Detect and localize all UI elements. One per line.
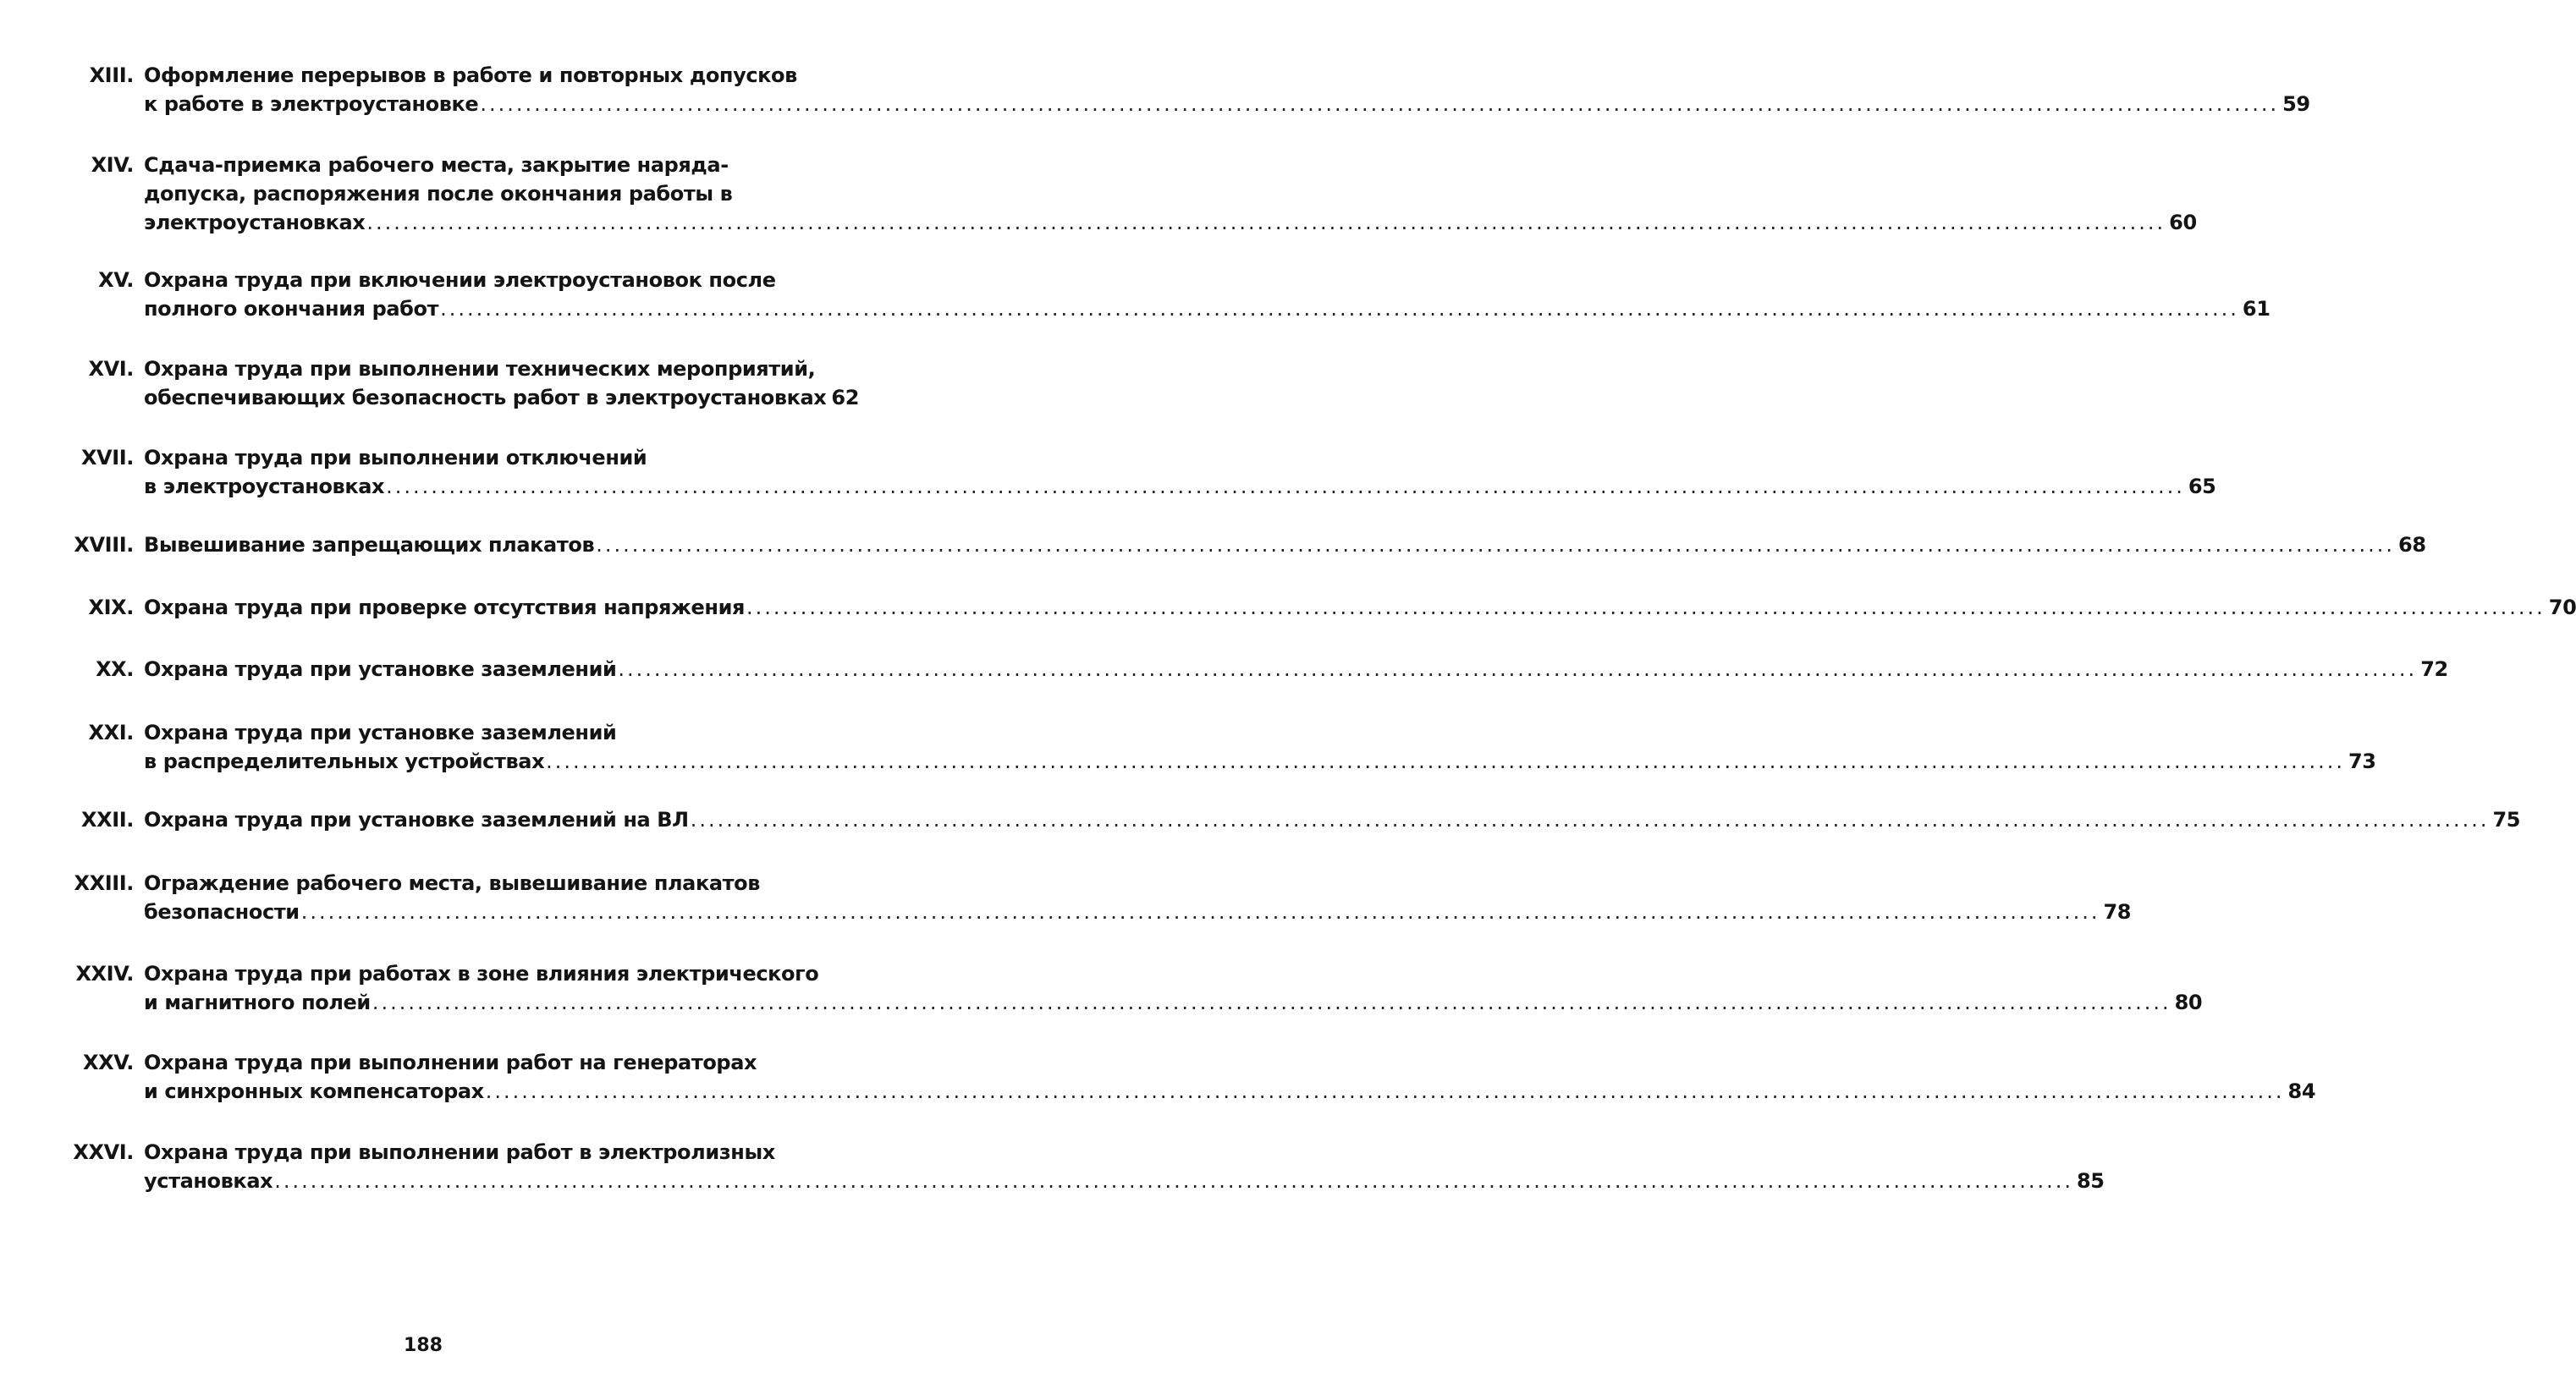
toc-entry-numeral: XVIII.: [74, 533, 134, 557]
toc-entry-last-line: [144, 1077, 2316, 1106]
toc-entry-last-line: [144, 294, 2271, 323]
toc-entry-page-number: 59: [2282, 92, 2310, 116]
toc-entry-title-line: допуска, распоряжения после окончания работы в: [144, 182, 733, 206]
toc-entry-title: [144, 354, 859, 412]
toc-entry-page-number: 62: [831, 386, 859, 409]
dot-leader: ........................................................................................................................................................................................................: [274, 1169, 2073, 1193]
dot-leader: ........................................................................................................................................................................................................: [690, 808, 2490, 832]
toc-entry-title-line: Охрана труда при работах в зоне влияния электрического: [144, 962, 819, 986]
toc-entry-last-line: [144, 1167, 2105, 1195]
toc-entry-title: [144, 530, 2426, 559]
toc-entry-title: [144, 1048, 2316, 1106]
toc-entry-numeral: XIII.: [89, 63, 134, 87]
dot-leader: ........................................................................................................................................................................................................: [546, 750, 2345, 773]
toc-entry-last-line: [144, 90, 2310, 118]
toc-entry-last-line: [144, 988, 2203, 1017]
toc-entry-numeral: XX.: [96, 657, 134, 681]
toc-entry-numeral: XXII.: [81, 808, 134, 832]
toc-entry-last-line: [144, 655, 2448, 684]
toc-entry-numeral: XVII.: [80, 446, 134, 470]
toc-entry-last-line: [144, 208, 2197, 237]
toc-entry-title-line: Охрана труда при включении электроустановок после: [144, 268, 776, 292]
toc-entry-page-number: 75: [2492, 808, 2521, 832]
toc-entry-title-line: установках: [144, 1169, 273, 1193]
toc-entry-title-line: и синхронных компенсаторах: [144, 1079, 484, 1103]
toc-entry-last-line: [144, 593, 2576, 622]
toc-entry-title-line: Охрана труда при выполнении технических мероприятий,: [144, 357, 816, 381]
toc-entry-numeral: XXI.: [88, 721, 134, 744]
toc-entry-numeral: XXV.: [82, 1051, 134, 1074]
toc-entry-numeral: XXVI.: [73, 1140, 134, 1164]
toc-entry-title: [144, 266, 2271, 323]
toc-entry-title-line: в распределительных устройствах: [144, 750, 545, 773]
toc-entry-title-line: Охрана труда при выполнении работ в электролизных: [144, 1140, 775, 1164]
toc-entry-title-line: Охрана труда при установке заземлений: [144, 657, 617, 681]
toc-entry-title-line: Охрана труда при установке заземлений: [144, 721, 617, 744]
toc-entry-title: [144, 443, 2216, 501]
toc-entry-title-line: полного окончания работ: [144, 297, 439, 321]
toc-entry-title-line: и магнитного полей: [144, 991, 371, 1014]
toc-entry-title: [144, 718, 2376, 776]
toc-entry-numeral: XIX.: [88, 596, 134, 619]
toc-entry-title-line: Охрана труда при установке заземлений на ВЛ: [144, 808, 689, 832]
toc-entry-title: [144, 593, 2576, 622]
toc-entry-page-number: 73: [2348, 750, 2376, 773]
dot-leader: ........................................................................................................................................................................................................: [596, 533, 2396, 557]
dot-leader: ........................................................................................................................................................................................................: [618, 657, 2418, 681]
toc-entry-title: [144, 61, 2310, 118]
toc-entry-title: [144, 655, 2448, 684]
toc-entry-title-line: к работе в электроустановке: [144, 92, 479, 116]
toc-entry-title-line: Охрана труда при проверке отсутствия напряжения: [144, 596, 746, 619]
toc-entry-title: [144, 1138, 2105, 1195]
toc-entry-title: [144, 151, 2197, 237]
dot-leader: ........................................................................................................................................................................................................: [366, 211, 2166, 234]
toc-entry-title-line: Вывешивание запрещающих плакатов: [144, 533, 595, 557]
toc-entry-title-line: Ограждение рабочего места, вывешивание плакатов: [144, 871, 761, 895]
toc-entry-page-number: 70: [2548, 596, 2576, 619]
toc-entry-page-number: 65: [2188, 475, 2216, 498]
toc-entry-page-number: 68: [2398, 533, 2426, 557]
toc-entry-page-number: 61: [2242, 297, 2271, 321]
toc-entry-numeral: XXIII.: [74, 871, 134, 895]
toc-entry-title: [144, 805, 2521, 834]
toc-entry-numeral: XXIV.: [75, 962, 134, 986]
toc-entry-title-line: Охрана труда при выполнении отключений: [144, 446, 647, 470]
toc-entry-page-number: 84: [2287, 1079, 2316, 1103]
toc-entry-page-number: 72: [2420, 657, 2448, 681]
toc-entry-last-line: [144, 747, 2376, 776]
toc-entry-title-line: в электроустановках: [144, 475, 385, 498]
dot-leader: ........................................................................................................................................................................................................: [440, 297, 2239, 321]
toc-entry-numeral: XVI.: [88, 357, 134, 381]
toc-entry-last-line: [144, 805, 2521, 834]
toc-entry-title-line: обеспечивающих безопасность работ в электроустановках: [144, 386, 827, 409]
toc-entry-last-line: [144, 898, 2132, 926]
dot-leader: ........................................................................................................................................................................................................: [300, 900, 2100, 924]
dot-leader: ........................................................................................................................................................................................................: [485, 1079, 2285, 1103]
toc-entry-last-line: [144, 472, 2216, 501]
toc-entry-title-line: безопасности: [144, 900, 300, 924]
dot-leader: ........................................................................................................................................................................................................: [480, 92, 2280, 116]
toc-entry-numeral: XV.: [98, 268, 134, 292]
page-number: 188: [404, 1335, 443, 1356]
dot-leader: ........................................................................................................................................................................................................: [372, 991, 2171, 1014]
toc-entry-last-line: [144, 383, 859, 412]
toc-entry-title: [144, 959, 2203, 1017]
toc-entry-page-number: 85: [2076, 1169, 2105, 1193]
dot-leader: ........................................................................................................................................................................................................: [746, 596, 2546, 619]
toc-entry-title-line: электроустановках: [144, 211, 366, 234]
toc-entry-last-line: [144, 530, 2426, 559]
toc-entry-page-number: 80: [2174, 991, 2203, 1014]
dot-leader: ........................................................................................................................................................................................................: [386, 475, 2185, 498]
toc-entry-title-line: Охрана труда при выполнении работ на генераторах: [144, 1051, 757, 1074]
toc-entry-title: [144, 869, 2132, 926]
toc-entry-title-line: Сдача-приемка рабочего места, закрытие наряда-: [144, 153, 729, 177]
toc-entry-numeral: XIV.: [91, 153, 134, 177]
toc-entry-page-number: 78: [2103, 900, 2132, 924]
toc-entry-page-number: 60: [2169, 211, 2197, 234]
toc-entry-title-line: Оформление перерывов в работе и повторных допусков: [144, 63, 797, 87]
